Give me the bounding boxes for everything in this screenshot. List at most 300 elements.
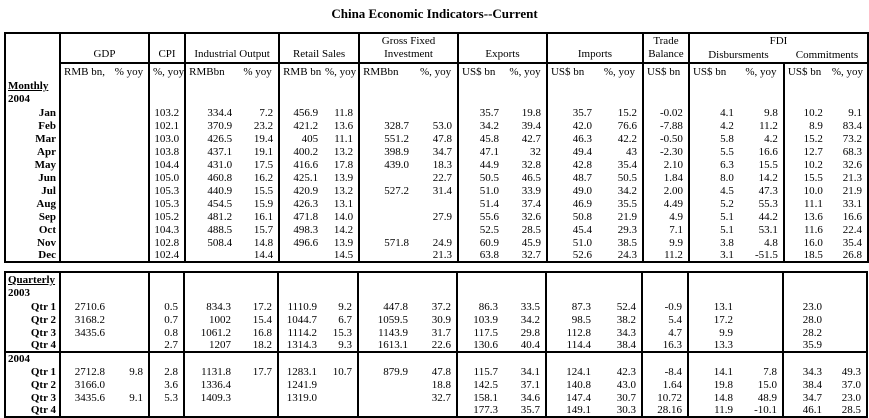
data-cell: 37.4 bbox=[521, 197, 541, 210]
data-cell bbox=[688, 272, 738, 300]
data-cell bbox=[60, 184, 110, 197]
data-cell: 4.1 bbox=[689, 106, 739, 119]
data-cell: 11.1 bbox=[334, 132, 354, 145]
data-cell: -10.1 bbox=[754, 404, 777, 416]
data-cell: 52.6 bbox=[547, 249, 597, 262]
data-cell: 3168.2 bbox=[60, 313, 110, 326]
data-cell: 31.7 bbox=[431, 326, 451, 339]
data-cell: 16.8 bbox=[252, 326, 272, 339]
data-cell: 15.7 bbox=[253, 223, 274, 236]
header-units-row bbox=[5, 63, 868, 79]
data-cell: 47.8 bbox=[431, 365, 451, 378]
data-cell: 13.2 bbox=[333, 145, 354, 158]
data-cell: 6.3 bbox=[689, 158, 739, 171]
data-cell: 83.4 bbox=[842, 119, 862, 132]
table-row bbox=[5, 378, 867, 391]
data-cell: 26.8 bbox=[842, 249, 862, 261]
data-cell: 104.4 bbox=[149, 158, 185, 171]
data-cell: 44.2 bbox=[758, 210, 778, 223]
row-label: Qtr 1 bbox=[30, 300, 56, 313]
data-cell: 147.4 bbox=[546, 391, 596, 404]
data-cell: 15.5 bbox=[784, 171, 828, 184]
data-cell: 9.8 bbox=[129, 365, 143, 378]
data-cell: 5.5 bbox=[689, 145, 739, 158]
data-cell: 17.7 bbox=[252, 365, 272, 378]
data-cell bbox=[110, 119, 149, 132]
data-cell: 14.0 bbox=[333, 210, 354, 223]
data-cell bbox=[413, 352, 457, 365]
data-cell: 102.1 bbox=[149, 119, 185, 132]
data-cell bbox=[827, 352, 867, 365]
data-cell bbox=[110, 223, 149, 236]
data-cell: 4.49 bbox=[643, 197, 689, 210]
data-cell bbox=[738, 326, 783, 339]
data-cell: 456.9 bbox=[279, 106, 323, 119]
data-cell: 35.4 bbox=[617, 158, 637, 171]
data-cell bbox=[322, 272, 358, 300]
unit-header: US$ bn bbox=[643, 63, 689, 79]
data-cell bbox=[596, 352, 642, 365]
data-cell: 13.6 bbox=[784, 210, 828, 223]
data-cell bbox=[784, 79, 828, 106]
data-cell: 498.3 bbox=[279, 223, 323, 236]
section-label-cell bbox=[5, 79, 60, 106]
data-cell: 40.4 bbox=[520, 339, 540, 351]
table-row bbox=[5, 404, 867, 417]
data-cell bbox=[596, 272, 642, 300]
data-cell: 3435.6 bbox=[60, 326, 110, 339]
section-label-cell bbox=[5, 272, 60, 300]
data-cell: 0.7 bbox=[149, 313, 184, 326]
section-row bbox=[5, 79, 868, 106]
data-cell bbox=[110, 132, 149, 145]
data-cell: 19.4 bbox=[253, 132, 274, 145]
data-cell bbox=[323, 79, 359, 106]
data-cell: 1061.2 bbox=[184, 326, 236, 339]
data-cell: 1409.3 bbox=[184, 391, 236, 404]
row-label: Qtr 4 bbox=[30, 404, 56, 416]
data-cell bbox=[149, 272, 184, 300]
data-cell: -0.9 bbox=[642, 300, 688, 313]
data-cell: 5.8 bbox=[689, 132, 739, 145]
data-cell bbox=[60, 404, 110, 417]
section-row bbox=[5, 272, 867, 300]
data-cell: 68.3 bbox=[842, 145, 862, 158]
unit-header: US$ bn bbox=[458, 63, 504, 79]
unit-header: %, yoy bbox=[419, 65, 452, 78]
data-cell: 32.7 bbox=[521, 249, 541, 261]
data-cell bbox=[110, 313, 149, 326]
table-row bbox=[5, 119, 868, 132]
fdi-commitments-label: Commitments bbox=[795, 49, 859, 61]
data-cell: 14.2 bbox=[758, 171, 778, 184]
data-cell: 496.6 bbox=[279, 236, 323, 249]
data-cell bbox=[278, 272, 322, 300]
data-cell bbox=[236, 352, 278, 365]
row-label: Jun bbox=[38, 171, 56, 184]
data-cell bbox=[359, 106, 414, 119]
data-cell: 16.6 bbox=[842, 210, 862, 223]
data-cell: 4.2 bbox=[689, 119, 739, 132]
table-row bbox=[5, 145, 868, 158]
data-cell: 1110.9 bbox=[278, 300, 322, 313]
data-cell: 47.8 bbox=[432, 132, 453, 145]
data-cell bbox=[738, 272, 783, 300]
data-cell bbox=[827, 272, 867, 300]
row-label: Sep bbox=[38, 210, 56, 223]
data-cell: 3.1 bbox=[689, 249, 739, 262]
data-cell bbox=[689, 79, 739, 106]
data-cell: 37.0 bbox=[841, 378, 861, 391]
data-cell: 39.4 bbox=[521, 119, 541, 132]
data-cell: 102.8 bbox=[149, 236, 185, 249]
data-cell: 17.2 bbox=[688, 313, 738, 326]
data-cell: 52.5 bbox=[458, 223, 504, 236]
data-cell: 105.3 bbox=[149, 184, 185, 197]
data-cell: 42.8 bbox=[547, 158, 597, 171]
data-cell: 14.1 bbox=[688, 365, 738, 378]
data-cell: 27.9 bbox=[432, 210, 453, 223]
data-cell: 103.0 bbox=[149, 132, 185, 145]
data-cell: 45.8 bbox=[458, 132, 504, 145]
data-cell: 104.3 bbox=[149, 223, 185, 236]
data-cell: 7.1 bbox=[643, 223, 689, 236]
table-row bbox=[5, 210, 868, 223]
unit-header: US$ bn bbox=[689, 63, 739, 79]
data-cell bbox=[236, 272, 278, 300]
data-cell bbox=[827, 339, 867, 352]
data-cell: 14.2 bbox=[333, 223, 354, 236]
data-cell bbox=[110, 352, 149, 365]
data-cell: 11.2 bbox=[759, 119, 778, 132]
data-cell bbox=[359, 210, 414, 223]
data-cell: 32.8 bbox=[521, 158, 541, 171]
row-label: Qtr 1 bbox=[30, 365, 56, 378]
data-cell: 33.5 bbox=[520, 300, 540, 313]
data-cell: 63.8 bbox=[458, 249, 504, 262]
data-cell: 22.7 bbox=[432, 171, 453, 184]
data-cell bbox=[359, 171, 414, 184]
data-cell: 10.7 bbox=[332, 365, 352, 378]
data-cell: 53.0 bbox=[432, 119, 453, 132]
data-cell bbox=[322, 391, 358, 404]
data-cell: 16.2 bbox=[253, 171, 274, 184]
data-cell: 15.2 bbox=[617, 106, 637, 119]
data-cell: 1241.9 bbox=[278, 378, 322, 391]
data-cell: 43 bbox=[625, 145, 637, 158]
data-cell: 35.4 bbox=[842, 236, 862, 249]
data-cell: 112.8 bbox=[546, 326, 596, 339]
data-cell: 11.8 bbox=[334, 106, 354, 119]
data-cell: 42.2 bbox=[617, 132, 637, 145]
table-row bbox=[5, 106, 868, 119]
data-cell: 421.2 bbox=[279, 119, 323, 132]
data-cell: 30.7 bbox=[616, 391, 636, 404]
table-row bbox=[5, 197, 868, 210]
data-cell: 19.1 bbox=[253, 145, 274, 158]
data-cell bbox=[110, 145, 149, 158]
data-cell bbox=[110, 79, 149, 106]
data-cell: 13.2 bbox=[333, 184, 354, 197]
data-cell bbox=[185, 79, 237, 106]
data-cell: 17.8 bbox=[333, 158, 354, 171]
unit-header: RMB bn, bbox=[60, 63, 110, 79]
data-cell: 38.4 bbox=[616, 339, 636, 351]
data-cell: 15.0 bbox=[757, 378, 777, 391]
data-cell: 5.4 bbox=[642, 313, 688, 326]
data-cell: 17.2 bbox=[252, 300, 272, 313]
data-cell bbox=[110, 158, 149, 171]
data-cell bbox=[60, 79, 110, 106]
unit-header: RMB bn bbox=[279, 63, 323, 79]
unit-header: US$ bn bbox=[784, 63, 828, 79]
data-cell: 31.4 bbox=[432, 184, 453, 197]
data-cell bbox=[60, 223, 110, 236]
table-row bbox=[5, 326, 867, 339]
table-row bbox=[5, 313, 867, 326]
data-cell: 32 bbox=[529, 145, 541, 158]
unit-header: %, yoy bbox=[324, 65, 357, 78]
data-cell: 142.5 bbox=[457, 378, 503, 391]
data-cell: 416.6 bbox=[279, 158, 323, 171]
data-cell bbox=[279, 249, 323, 262]
data-cell: 425.1 bbox=[279, 171, 323, 184]
data-cell: 28.2 bbox=[783, 326, 827, 339]
data-cell: 43.0 bbox=[616, 378, 636, 391]
data-cell bbox=[184, 352, 236, 365]
data-cell: 8.0 bbox=[689, 171, 739, 184]
data-cell: 23.2 bbox=[253, 119, 274, 132]
column-group-industrial-output: Industrial Output bbox=[185, 33, 279, 63]
data-cell: 437.1 bbox=[185, 145, 237, 158]
data-cell: 114.4 bbox=[546, 339, 596, 352]
data-cell bbox=[278, 404, 322, 417]
data-cell bbox=[60, 171, 110, 184]
column-group-cpi: CPI bbox=[149, 33, 185, 63]
data-cell: 16.1 bbox=[253, 210, 274, 223]
data-cell bbox=[60, 210, 110, 223]
unit-header: % yoy bbox=[114, 65, 144, 78]
data-cell bbox=[279, 79, 323, 106]
data-cell: 1319.0 bbox=[278, 391, 322, 404]
data-cell bbox=[358, 391, 413, 404]
data-cell: 38.5 bbox=[617, 236, 637, 249]
data-cell: -8.4 bbox=[642, 365, 688, 378]
data-cell bbox=[60, 339, 110, 352]
data-cell: 3435.6 bbox=[60, 391, 110, 404]
data-cell: 18.3 bbox=[432, 158, 453, 171]
data-cell: 11.2 bbox=[643, 249, 689, 262]
data-cell bbox=[359, 79, 414, 106]
data-cell: 34.6 bbox=[520, 391, 540, 404]
data-cell: 53.1 bbox=[758, 223, 778, 236]
data-cell bbox=[322, 378, 358, 391]
data-cell bbox=[597, 79, 643, 106]
data-cell bbox=[60, 236, 110, 249]
data-cell: 405 bbox=[279, 132, 323, 145]
data-cell bbox=[783, 352, 827, 365]
data-cell: 34.7 bbox=[783, 391, 827, 404]
data-cell bbox=[413, 272, 457, 300]
data-cell: 44.9 bbox=[458, 158, 504, 171]
row-label: Qtr 3 bbox=[30, 326, 56, 339]
data-cell bbox=[60, 106, 110, 119]
section-label: Quarterly bbox=[8, 274, 56, 286]
data-cell bbox=[828, 79, 868, 106]
table-row bbox=[5, 339, 867, 352]
data-cell: -2.30 bbox=[643, 145, 689, 158]
data-cell: 21.3 bbox=[842, 171, 862, 184]
data-cell: 10.72 bbox=[642, 391, 688, 404]
data-cell: 42.0 bbox=[547, 119, 597, 132]
data-cell bbox=[110, 171, 149, 184]
data-cell: 7.8 bbox=[763, 365, 777, 378]
data-cell: 51.0 bbox=[547, 236, 597, 249]
table-row bbox=[5, 132, 868, 145]
row-label: May bbox=[34, 158, 56, 171]
data-cell bbox=[547, 79, 597, 106]
data-cell: 28.5 bbox=[841, 404, 861, 416]
data-cell: -51.5 bbox=[754, 249, 778, 261]
data-cell: 38.4 bbox=[783, 378, 827, 391]
data-cell: 1283.1 bbox=[278, 365, 322, 378]
data-cell bbox=[322, 404, 358, 417]
data-cell: 9.1 bbox=[848, 106, 862, 119]
row-label: Qtr 2 bbox=[30, 378, 56, 391]
data-cell bbox=[738, 313, 783, 326]
data-cell: 879.9 bbox=[358, 365, 413, 378]
data-cell: 32.6 bbox=[521, 210, 541, 223]
table-row bbox=[5, 236, 868, 249]
data-cell: 2710.6 bbox=[60, 300, 110, 313]
data-cell bbox=[60, 197, 110, 210]
data-cell: 23.0 bbox=[841, 391, 861, 404]
data-cell: 12.7 bbox=[784, 145, 828, 158]
data-cell: 49.4 bbox=[547, 145, 597, 158]
data-cell: 38.2 bbox=[616, 313, 636, 326]
data-cell: 2.10 bbox=[643, 158, 689, 171]
data-cell: 3.6 bbox=[149, 378, 184, 391]
data-cell bbox=[110, 300, 149, 313]
data-cell: 15.4 bbox=[252, 313, 272, 326]
data-cell: 9.2 bbox=[338, 300, 352, 313]
data-cell bbox=[236, 404, 278, 417]
data-cell bbox=[738, 339, 783, 352]
data-cell bbox=[237, 79, 279, 106]
row-label: Mar bbox=[35, 132, 56, 145]
data-cell: 471.8 bbox=[279, 210, 323, 223]
data-cell: 5.2 bbox=[689, 197, 739, 210]
data-cell: 14.4 bbox=[253, 249, 274, 261]
data-cell: 177.3 bbox=[457, 404, 503, 417]
data-cell bbox=[414, 79, 458, 106]
data-cell: 14.5 bbox=[333, 249, 354, 261]
data-cell: 34.2 bbox=[520, 313, 540, 326]
data-cell: 1314.3 bbox=[278, 339, 322, 352]
data-cell: 73.2 bbox=[842, 132, 862, 145]
column-group-retail-sales: Retail Sales bbox=[279, 33, 359, 63]
data-cell: 28.0 bbox=[783, 313, 827, 326]
quarterly-table bbox=[4, 271, 868, 418]
data-cell: 16.3 bbox=[642, 339, 688, 352]
data-cell: 15.9 bbox=[253, 197, 274, 210]
data-cell: 5.1 bbox=[689, 223, 739, 236]
data-cell: 105.3 bbox=[149, 197, 185, 210]
data-cell: 105.0 bbox=[149, 171, 185, 184]
data-cell: 49.3 bbox=[841, 365, 861, 378]
data-cell: 400.2 bbox=[279, 145, 323, 158]
data-cell: 103.2 bbox=[149, 106, 185, 119]
data-cell bbox=[149, 404, 184, 417]
unit-header: US$ bn bbox=[547, 63, 597, 79]
data-cell: 5.3 bbox=[149, 391, 184, 404]
data-cell bbox=[149, 352, 184, 365]
data-cell: 16.6 bbox=[758, 145, 778, 158]
data-cell: 130.6 bbox=[457, 339, 503, 352]
data-cell: 454.5 bbox=[185, 197, 237, 210]
data-cell: 11.1 bbox=[784, 197, 828, 210]
data-cell: 420.9 bbox=[279, 184, 323, 197]
data-cell: 50.8 bbox=[547, 210, 597, 223]
data-cell bbox=[457, 352, 503, 365]
data-cell: 2.8 bbox=[149, 365, 184, 378]
data-cell: 46.9 bbox=[547, 197, 597, 210]
table-row bbox=[5, 223, 868, 236]
table-row bbox=[5, 158, 868, 171]
data-cell: 4.8 bbox=[764, 236, 778, 249]
data-cell: 834.3 bbox=[184, 300, 236, 313]
data-cell bbox=[359, 249, 414, 262]
data-cell: 32.7 bbox=[431, 391, 451, 404]
data-cell bbox=[60, 249, 110, 262]
data-cell: 28.5 bbox=[521, 223, 541, 236]
data-cell bbox=[110, 236, 149, 249]
data-cell: 24.3 bbox=[617, 249, 637, 261]
row-label: Oct bbox=[38, 223, 56, 236]
data-cell bbox=[458, 79, 504, 106]
column-group-gross-fixed-investment: Gross Fixed Investment bbox=[359, 33, 458, 63]
data-cell: 34.1 bbox=[520, 365, 540, 378]
data-cell: 34.3 bbox=[616, 326, 636, 339]
data-cell: 10.0 bbox=[784, 184, 828, 197]
data-cell: 1.84 bbox=[643, 171, 689, 184]
data-cell: 45.9 bbox=[521, 236, 541, 249]
data-cell: 103.8 bbox=[149, 145, 185, 158]
data-cell: 14.8 bbox=[688, 391, 738, 404]
column-group-fdi bbox=[689, 33, 868, 63]
data-cell: 55.3 bbox=[758, 197, 778, 210]
data-cell bbox=[358, 378, 413, 391]
data-cell: 481.2 bbox=[185, 210, 237, 223]
data-cell bbox=[358, 272, 413, 300]
data-cell bbox=[60, 158, 110, 171]
data-cell bbox=[358, 404, 413, 417]
data-cell: 21.3 bbox=[432, 249, 453, 261]
data-cell: 76.6 bbox=[617, 119, 637, 132]
data-cell bbox=[359, 223, 414, 236]
data-cell: 42.3 bbox=[616, 365, 636, 378]
data-cell bbox=[236, 378, 278, 391]
data-cell: 34.7 bbox=[432, 145, 453, 158]
data-cell bbox=[184, 404, 236, 417]
data-cell: 4.7 bbox=[642, 326, 688, 339]
table-row bbox=[5, 365, 867, 378]
column-group-gdp: GDP bbox=[60, 33, 149, 63]
data-cell: 29.3 bbox=[617, 223, 637, 236]
row-label: Aug bbox=[36, 197, 56, 210]
data-cell: 1.64 bbox=[642, 378, 688, 391]
data-cell: 47.1 bbox=[458, 145, 504, 158]
